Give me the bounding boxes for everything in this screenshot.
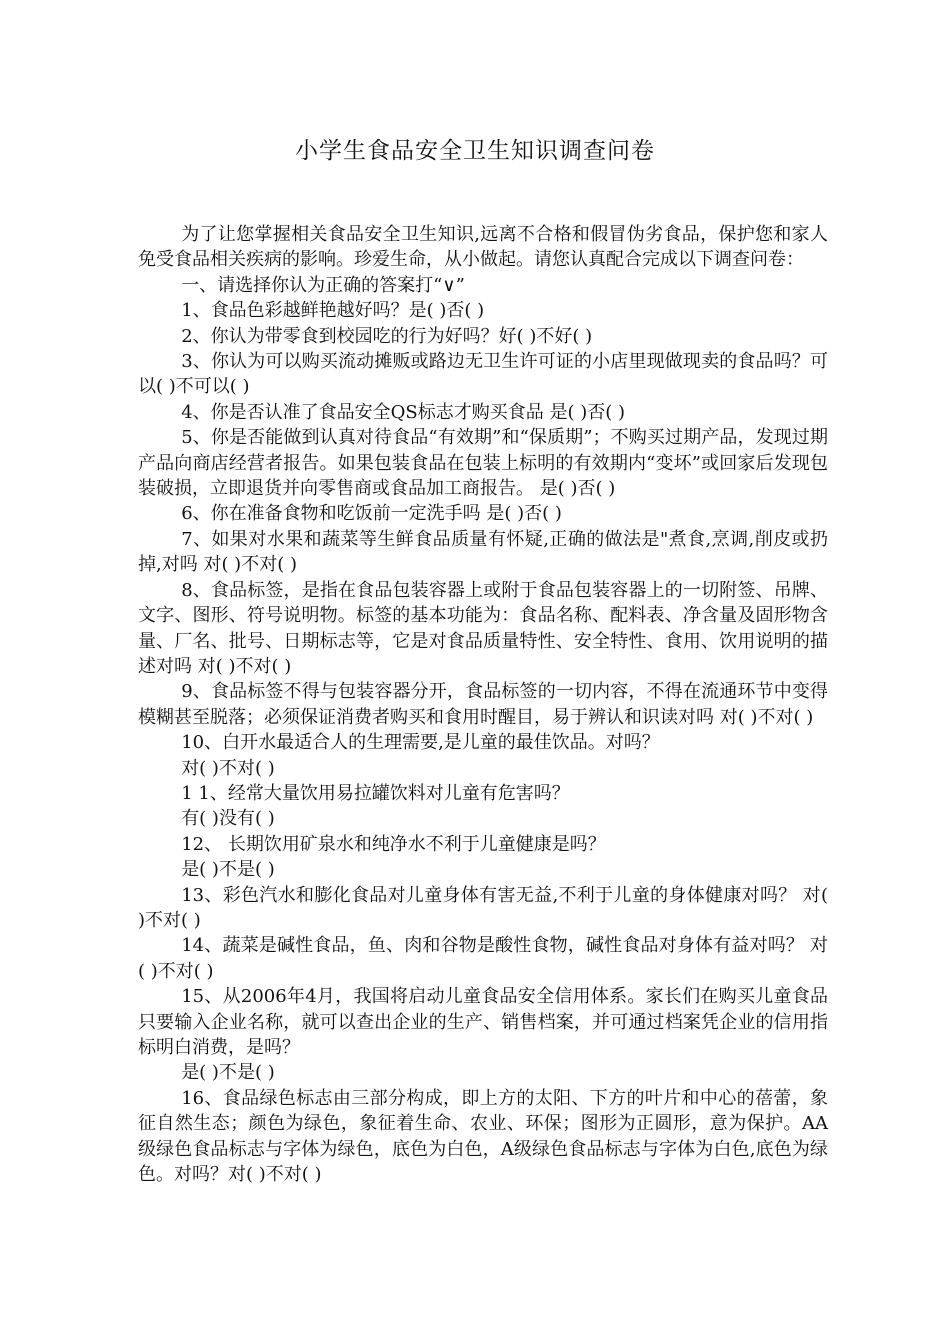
question-4: 4、你是否认准了食品安全QS标志才购买食品 是( )否( ) bbox=[181, 401, 625, 423]
question-8: 8、食品标签，是指在食品包装容器上或附于食品包装容器上的一切附签、吊牌、文字、图形、符号说明物。标签的基本功能为：食品名称、配料表、净含量及固形物含量、厂名、批号、日期标志等，它是对食品质量特性、安全特性、食用、饮用说明的描述对吗 对( )不对( ) bbox=[138, 579, 828, 677]
document-title: 小学生食品安全卫生知识调查问卷 bbox=[295, 138, 655, 164]
question-11-options: 有( )没有( ) bbox=[181, 808, 275, 830]
question-12: 12、 长期饮用矿泉水和纯净水不利于儿童健康是吗？ bbox=[181, 833, 606, 855]
question-9: 9、食品标签不得与包装容器分开，食品标签的一切内容，不得在流通环节中变得模糊甚至脱落；必须保证消费者购买和食用时醒目，易于辨认和识读对吗 对( )不对( ) bbox=[138, 681, 828, 728]
question-15-options: 是( )不是( ) bbox=[181, 1062, 275, 1084]
question-6: 6、你在准备食物和吃饭前一定洗手吗 是( )否( ) bbox=[181, 503, 562, 525]
intro-paragraph: 为了让您掌握相关食品安全卫生知识,远离不合格和假冒伪劣食品，保护您和家人免受食品相关疾病的影响。珍爱生命，从小做起。请您认真配合完成以下调查问卷： bbox=[138, 224, 828, 271]
question-10: 10、白开水最适合人的生理需要,是儿童的最佳饮品。对吗？ bbox=[181, 732, 660, 754]
question-11: 1 1、经常大量饮用易拉罐饮料对儿童有危害吗？ bbox=[181, 782, 570, 804]
question-13: 13、彩色汽水和膨化食品对儿童身体有害无益,不利于儿童的身体健康对吗？ 对( )不对( ) bbox=[138, 884, 828, 931]
question-15: 15、从2006年4月，我国将启动儿童食品安全信用体系。家长们在购买儿童食品只要输入企业名称，就可以查出企业的生产、销售档案，并可通过档案凭企业的信用指标明白消费，是吗？ bbox=[138, 986, 828, 1058]
question-1: 1、食品色彩越鲜艳越好吗？是( )否( ) bbox=[181, 300, 485, 322]
question-3: 3、你认为可以购买流动摊贩或路边无卫生许可证的小店里现做现卖的食品吗？可以( )不可以( ) bbox=[138, 351, 828, 398]
question-14: 14、蔬菜是碱性食品，鱼、肉和谷物是酸性食物，碱性食品对身体有益对吗？ 对( )不对( ) bbox=[138, 935, 828, 982]
question-16: 16、食品绿色标志由三部分构成，即上方的太阳、下方的叶片和中心的蓓蕾，象征自然生态；颜色为绿色，象征着生命、农业、环保；图形为正圆形，意为保护。AA级绿色食品标志与字体为绿色，底色为白色，A级绿色食品标志与字体为白色,底色为绿色。对吗？对( )不对( ) bbox=[138, 1087, 828, 1186]
document-body bbox=[138, 222, 828, 1187]
question-7: 7、如果对水果和蔬菜等生鲜食品质量有怀疑,正确的做法是"煮食,烹调,削皮或扔掉,对吗 对( )不对( ) bbox=[138, 528, 828, 576]
question-2: 2、你认为带零食到校园吃的行为好吗？好( )不好( ) bbox=[181, 325, 593, 347]
question-10-options: 对( )不对( ) bbox=[181, 757, 275, 779]
question-12-options: 是( )不是( ) bbox=[181, 859, 275, 881]
section-heading: 一、请选择你认为正确的答案打“∨” bbox=[181, 274, 465, 296]
question-5: 5、你是否能做到认真对待食品“有效期”和“保质期”；不购买过期产品，发现过期产品向商店经营者报告。如果包装食品在包装上标明的有效期内“变坏”或回家后发现包装破损，立即退货并向零售商或食品加工商报告。 是( )否( ) bbox=[138, 427, 828, 500]
